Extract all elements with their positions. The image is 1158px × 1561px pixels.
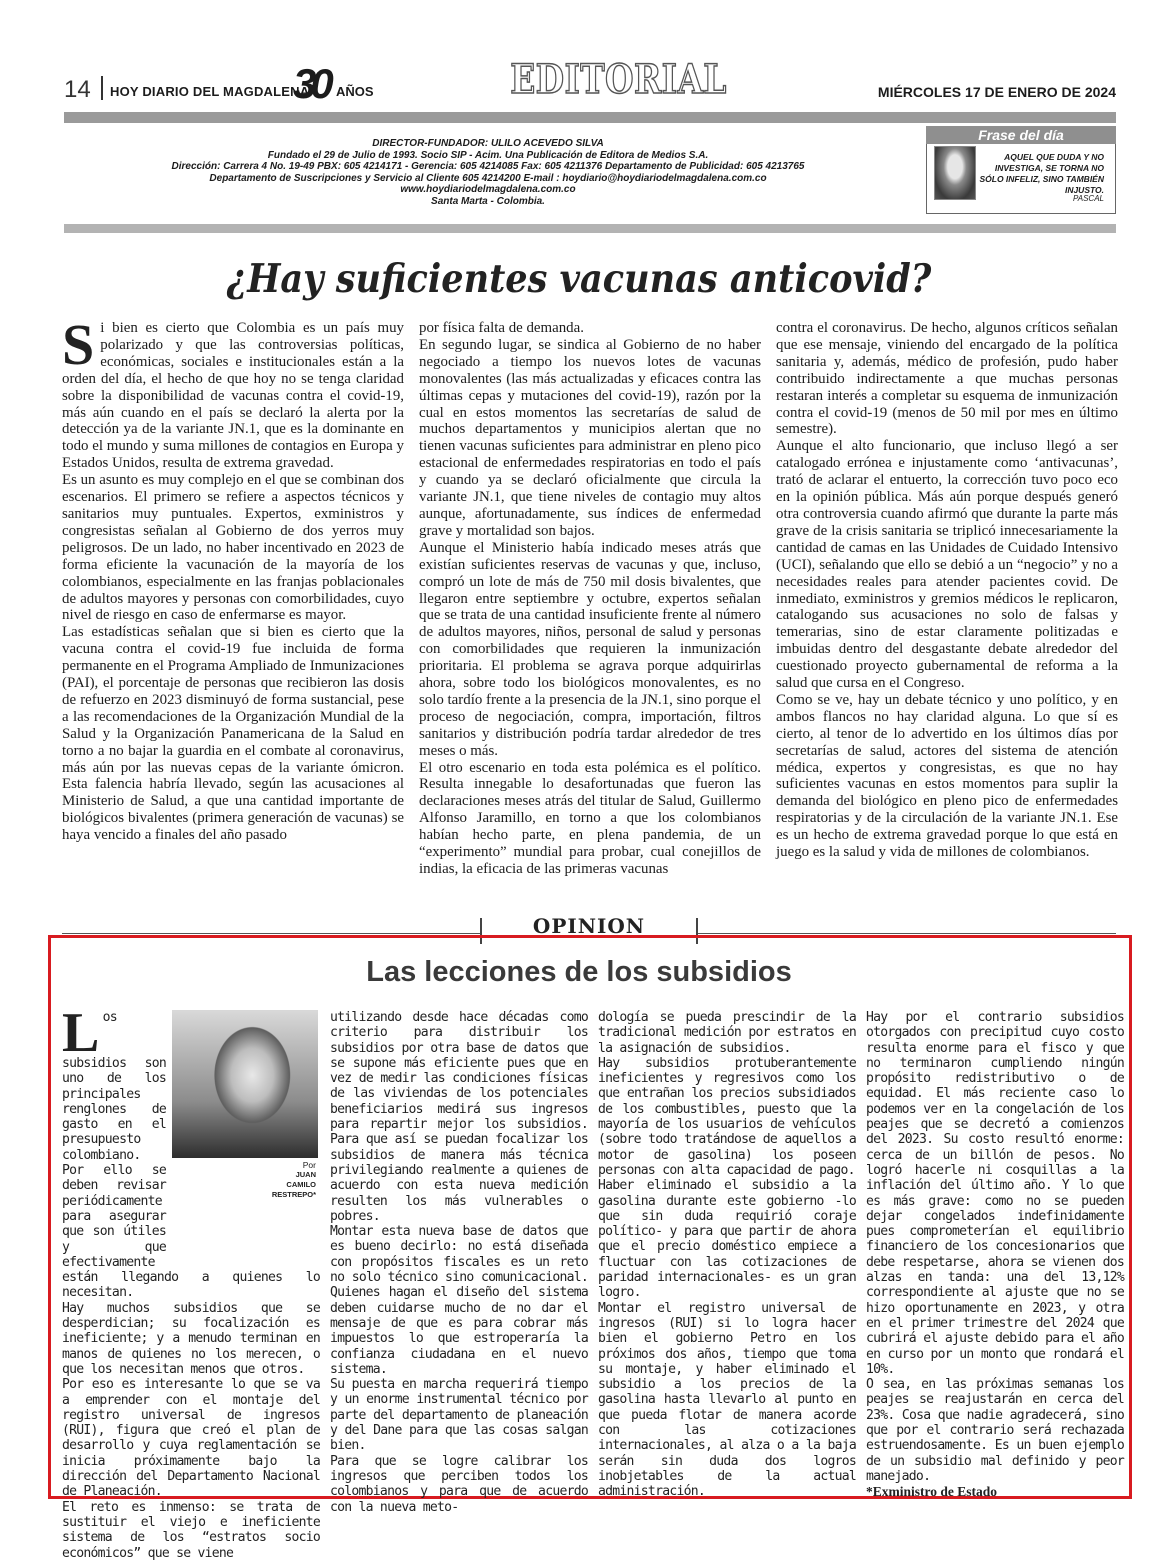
editorial-paragraph: Las estadísticas señalan que si bien es cierto que la vacuna contra el covid-19 fue incluida de forma permanente en el Programa Ampliado de Inmunizaciones (PAI), el porcentaje de personas que recibieron las dosis de refuerzo en 2023 disminuyó de forma sustancial, pese a las recomendaciones de la Organización Mundial de la Salud y la Organización Panamericana de la Salud en torno a no bajar la guardia en el combate al coronavirus, más aún por las nuevas cepas de la variante ómicron. Esta falencia habría llevado, según las acusaciones al Ministerio de Salud, a que una cantidad importante de biológicos bivalentes (primera generación de vacunas) se haya vencido a finales del año pasado <box>62 624 404 844</box>
editorial-column-2 <box>419 320 761 910</box>
opinion-paragraph: Hay subsidios protuberantemente ineficientes y regresivos como los que entrañan los precios subsidiados de los combustibles, puesto que la mayoría de los usuarios de vehículos (sobre todo tratándose de aquellos a motor de gasolina) los poseen personas con alta capacidad de pago. <box>598 1055 856 1178</box>
opinion-paragraph: Haber eliminado el subsidio a la gasolina durante este gobierno -lo que sin duda requirió coraje político- y para que partir de ahora que el precio doméstico empiece a fluctuar con las cotizaciones de paridad internacionales- es un gran logro. <box>598 1178 856 1301</box>
byline-name-1: JUAN <box>295 1170 316 1179</box>
masthead-subscriptions: Departamento de Suscripciones y Servicio al Cliente 605 4214200 E-mail : hoydiario@hoydiariodelmagdalena.com.co <box>209 172 767 184</box>
opinion-paragraph: Montar esta nueva base de datos que es bueno decirlo: no está diseñada con propósitos fiscales es un reto no solo técnico sino comunicacional. Quienes hagan el diseño del sistema deben cuidarse mucho de no dar el mensaje de que es para cobrar más impuestos lo que estroperaría la confianza ciudadana en el nuevo sistema. <box>330 1224 588 1377</box>
quote-author-portrait <box>934 146 976 200</box>
author-photo-block <box>172 1010 320 1256</box>
page-number: 14 <box>64 76 91 103</box>
masthead-city: Santa Marta - Colombia. <box>431 195 545 207</box>
opinion-column-2 <box>330 1010 588 1515</box>
opinion-paragraph: Por eso es interesante lo que se va a emprender con el montaje del registro universal de ingresos (RUI), figura que creó el plan de desarrollo y cuya reglamentación se inicia próximamente bajo la dirección del Departamento Nacional de Planeación. <box>62 1377 320 1500</box>
editorial-dropcap: S <box>62 312 95 377</box>
editorial-paragraph: contra el coronavirus. De hecho, algunos críticos señalan que ese mensaje, viniendo del encargado de la política sanitaria y, además, médico de profesión, pudo haber contribuido indirectamente a que muchas personas restaran interés a completar su esquema de inmunización contra el covid-19 (menos de 50 mil por mes en último semestre). <box>776 320 1118 438</box>
editorial-paragraph: i bien es cierto que Colombia es un país muy polarizado y que las controversias políticas, económicas, sociales e institucionales están a la orden del día, el hecho de que hoy no se tenga claridad sobre la disponibilidad de vacunas contra el covid-19, más aún cuando en el país se declaró la alerta por la detección ya de la variante JN.1, que es la dominante en todo el mundo y suma millones de contagios en Europa y Estados Unidos, resulta de extrema gravedad. <box>62 320 404 472</box>
opinion-paragraph: Su puesta en marcha requerirá tiempo y un enorme instrumental técnico por parte del departamento de planeación y del Dane para que las cosas salgan bien. <box>330 1377 588 1454</box>
opinion-paragraph: dología se pueda prescindir de la tradicional medición por estratos en la asignación de subsidios. <box>598 1010 856 1056</box>
author-byline <box>272 1160 316 1200</box>
masthead-address: Dirección: Carrera 4 No. 19-49 PBX: 605 4214171 - Gerencia: 605 4214085 Fax: 605 4211376 Departamento de Publicidad: 605 4213765 <box>171 161 805 173</box>
opinion-column-4 <box>866 1010 1124 1500</box>
opinion-paragraph: O sea, en las próximas semanas los peajes se reajustarán en cerca del 23%. Cosa que nadie agradecerá, sino que por el contrario será rechazada estruendosamente. Es un buen ejemplo de un subsidio mal definido y peor manejado. <box>866 1377 1124 1484</box>
author-photo <box>172 1010 318 1158</box>
opinion-paragraph: Para que se logre calibrar los ingresos que perciben todos los colombianos y para que de acuerdo con la nueva meto- <box>330 1453 588 1515</box>
editorial-paragraph: Aunque el alto funcionario, que incluso llegó a ser catalogado errónea e injustamente como ‘antivacunas’, trató de aclarar el entuerto, la corrección tuvo poco eco en la opinión pública. Más aún porque después generó otra controversia cuando afirmó que durante la parte más grave de la crisis sanitaria se triplicó innecesariamente la cantidad de camas en las Unidades de Cuidado Intensivo (UCI), señalando que ello se debió a un “negocio” y no a necesidades reales para atender pacientes covid. De inmediato, exministros y gremios médicos le replicaron, catalogando sus acusaciones no solo de falsas y temerarias, sino de estar claramente politizadas e imbuidas dentro del desgastante debate alrededor del cuestionado proyecto gubernamental de reforma a la salud que cursa en el Congreso. <box>776 438 1118 692</box>
opinion-column-1 <box>62 1002 320 1561</box>
byline-name-2: CAMILO <box>286 1180 316 1189</box>
opinion-paragraph: utilizando desde hace décadas como criterio para distribuir los subsidios por otra base de datos que se supone más eficiente pues que en vez de medir las condiciones físicas de las viviendas de los potenciales beneficiarios medirá sus ingresos para repartir mejor los subsidios. Para que así se puedan focalizar los subsidios de manera más técnica privilegiando realmente a quienes de acuerdo con esta nueva medición resulten los más vulnerables o pobres. <box>330 1010 588 1224</box>
editorial-column-3 <box>776 320 1118 910</box>
author-signature: *Exministro de Estado <box>866 1484 998 1500</box>
quote-text: AQUEL QUE DUDA Y NO INVESTIGA, SE TORNA NO SÓLO INFELIZ, SINO TAMBIÉN INJUSTO. <box>979 152 1104 195</box>
editorial-paragraph: Como se ve, hay un debate técnico y uno político, y en ambos flancos no hay claridad alguna. Lo que sí es cierto, al tenor de lo advertido en los últimos días por secretarías de salud, actores del sistema de atención médica, expertos y congresistas, es que no hay suficientes vacunas en estos momentos para suplir la demanda del biológico en pleno pico de enfermedades respiratorias y de la circulación de la variante JN.1. Ese es un hecho de extrema gravedad porque lo que está en juego es la salud y vida de millones de colombianos. <box>776 691 1118 861</box>
opinion-paragraph: El reto es inmenso: se trata de sustituir el viejo e ineficiente sistema de los “estratos socio económicos” que se viene <box>62 1499 320 1561</box>
quote-author: PASCAL <box>1073 194 1104 203</box>
editorial-title: ¿Hay suficientes vacunas anticovid? <box>226 256 932 302</box>
section-title: EDITORIAL <box>510 56 727 103</box>
issue-date: MIÉRCOLES 17 DE ENERO DE 2024 <box>877 84 1116 100</box>
masthead-director: DIRECTOR-FUNDADOR: ULILO ACEVEDO SILVA <box>372 138 604 149</box>
opinion-paragraph: Hay muchos subsidios que se desperdician; su focalización es ineficiente; y a menudo terminan en manos de quienes no los merecen, o que los necesitan menos que otros. <box>62 1300 320 1377</box>
anniversary-logo-number: 30 <box>293 60 328 107</box>
byline-prefix: Por <box>302 1160 316 1170</box>
opinion-dropcap: L <box>62 1002 99 1064</box>
opinion-rule-left <box>62 933 480 934</box>
opinion-paragraph: os subsidios son uno de los principales renglones de gasto en el presupuesto colombiano. Por ello se deben revisar periódicamente para asegurar que son útiles y que efectivamente están llegando a quienes lo necesitan. <box>62 1010 320 1301</box>
masthead-bottom-rule <box>64 224 1116 233</box>
anniversary-logo-word: AÑOS <box>336 84 374 99</box>
opinion-column-3 <box>598 1010 856 1500</box>
editorial-paragraph: Aunque el Ministerio había indicado meses atrás que existían suficientes reservas de vacunas y que, incluso, compró un lote de más de 750 mil dosis bivalentes, que llegaron entre septiembre y octubre, expertos señalan que se trata de una cantidad insuficiente frente al número de adultos mayores, niños, personal de salud y personas con comorbilidades que requieren la inmunización prioritaria. El problema se agrava porque adquirirlas ahora, sobre todo los biológicos monovalentes, es no solo tardío frente a la presencia de la JN.1, sino porque el proceso de negociación, compra, importación, filtros sanitarios y distribución podría tardar alrededor de tres meses o más. <box>419 539 761 759</box>
editorial-paragraph: El otro escenario en toda esta polémica es el político. Resulta innegable lo desafortunadas que fueron las declaraciones meses atrás del titular de Salud, Guillermo Alfonso Jaramillo, en torno a que los colombianos habían hecho parte, en plena pandemia, de un “experimento” mundial para probar, cual conejillos de indias, la eficacia de las primeras vacunas <box>419 759 761 877</box>
editorial-column-1 <box>62 312 405 910</box>
masthead-website[interactable]: www.hoydiariodelmagdalena.com.co <box>400 184 576 196</box>
opinion-paragraph: Hay por el contrario subsidios otorgados con precipitud cuyo costo resulta enorme para el fisco y que no terminaron cumpliendo ningún propósito redistributivo o de equidad. El más reciente caso lo podemos ver en la congelación de los peajes que se decretó a comienzos del 2023. Su costo resultó enorme: cerca de un billón de pesos. No logró hacerle ni cosquillas a la inflación del último año. Y lo que es más grave: como no se pueden dejar congelados indefinidamente pues comprometerían el equilibrio financiero de los concesionarios que debe respetarse, ahora se vienen dos alzas en tanda: una del 13,12% correspondiente al ajuste que no se hizo oportunamente en 2023, y otra en el primer trimestre del 2024 que cubrirá el ajuste debido para el año en curso por un monto que rondará el 10%. <box>866 1010 1124 1377</box>
header-divider <box>101 76 103 100</box>
editorial-paragraph: En segundo lugar, se sindica al Gobierno de no haber negociado a tiempo los nuevos lotes de vacunas monovalentes (las más actualizadas y eficaces contra las últimas cepas y mutaciones del covid-19), razón por la cual en estos momentos las secretarías de salud de muchos departamentos y municipios alertan que no tienen vacunas suficientes para administrar en pleno pico estacional de enfermedades respiratorias en todo el país y cuando ya se declaró oficialmente que circula la variante JN.1, que tiene niveles de contagio muy altos aunque, afortunadamente, sus índices de enfermedad grave y mortalidad son bajos. <box>419 336 761 539</box>
opinion-section-label: OPINION <box>532 914 646 938</box>
editorial-paragraph: Es un asunto es muy complejo en el que se combinan dos escenarios. El primero se refiere a aspectos técnicos y sanitarios muy puntuales. Expertos, exministros y congresistas señalan al Gobierno de dos yerros muy peligrosos. De un lado, no haber incentivado en 2023 de forma eficiente la vacunación de la mayoría de los colombianos, especialmente en las franjas poblacionales de adultos mayores y personas con comorbilidades, cuyo nivel de riesgo en caso de enfermarse es mayor. <box>62 472 405 624</box>
masthead-founded: Fundado el 29 de Julio de 1993. Socio SIP - Acim. Una Publicación de Editora de Medios S.A. <box>267 149 709 161</box>
opinion-title: Las lecciones de los subsidios <box>366 956 792 988</box>
editorial-paragraph: por física falta de demanda. <box>419 320 584 336</box>
quote-of-the-day-heading: Frase del día <box>926 126 1116 144</box>
opinion-paragraph: Montar el registro universal de ingresos (RUI) si lo logra hacer bien el gobierno Petro en los próximos dos años, tiempo que toma su montaje, y haber eliminado el subsidio a los precios de la gasolina hasta llevarlo al punto en que pueda flotar de manera acorde con las cotizaciones internacionales, al alza o a la baja serán sin duda dos logros inobjetables de la actual administración. <box>598 1300 856 1500</box>
header-rule <box>64 112 1116 123</box>
masthead <box>64 138 912 208</box>
newspaper-name: HOY DIARIO DEL MAGDALENA <box>110 84 310 99</box>
byline-name-3: RESTREPO* <box>271 1190 316 1199</box>
opinion-rule-right <box>698 933 1116 934</box>
